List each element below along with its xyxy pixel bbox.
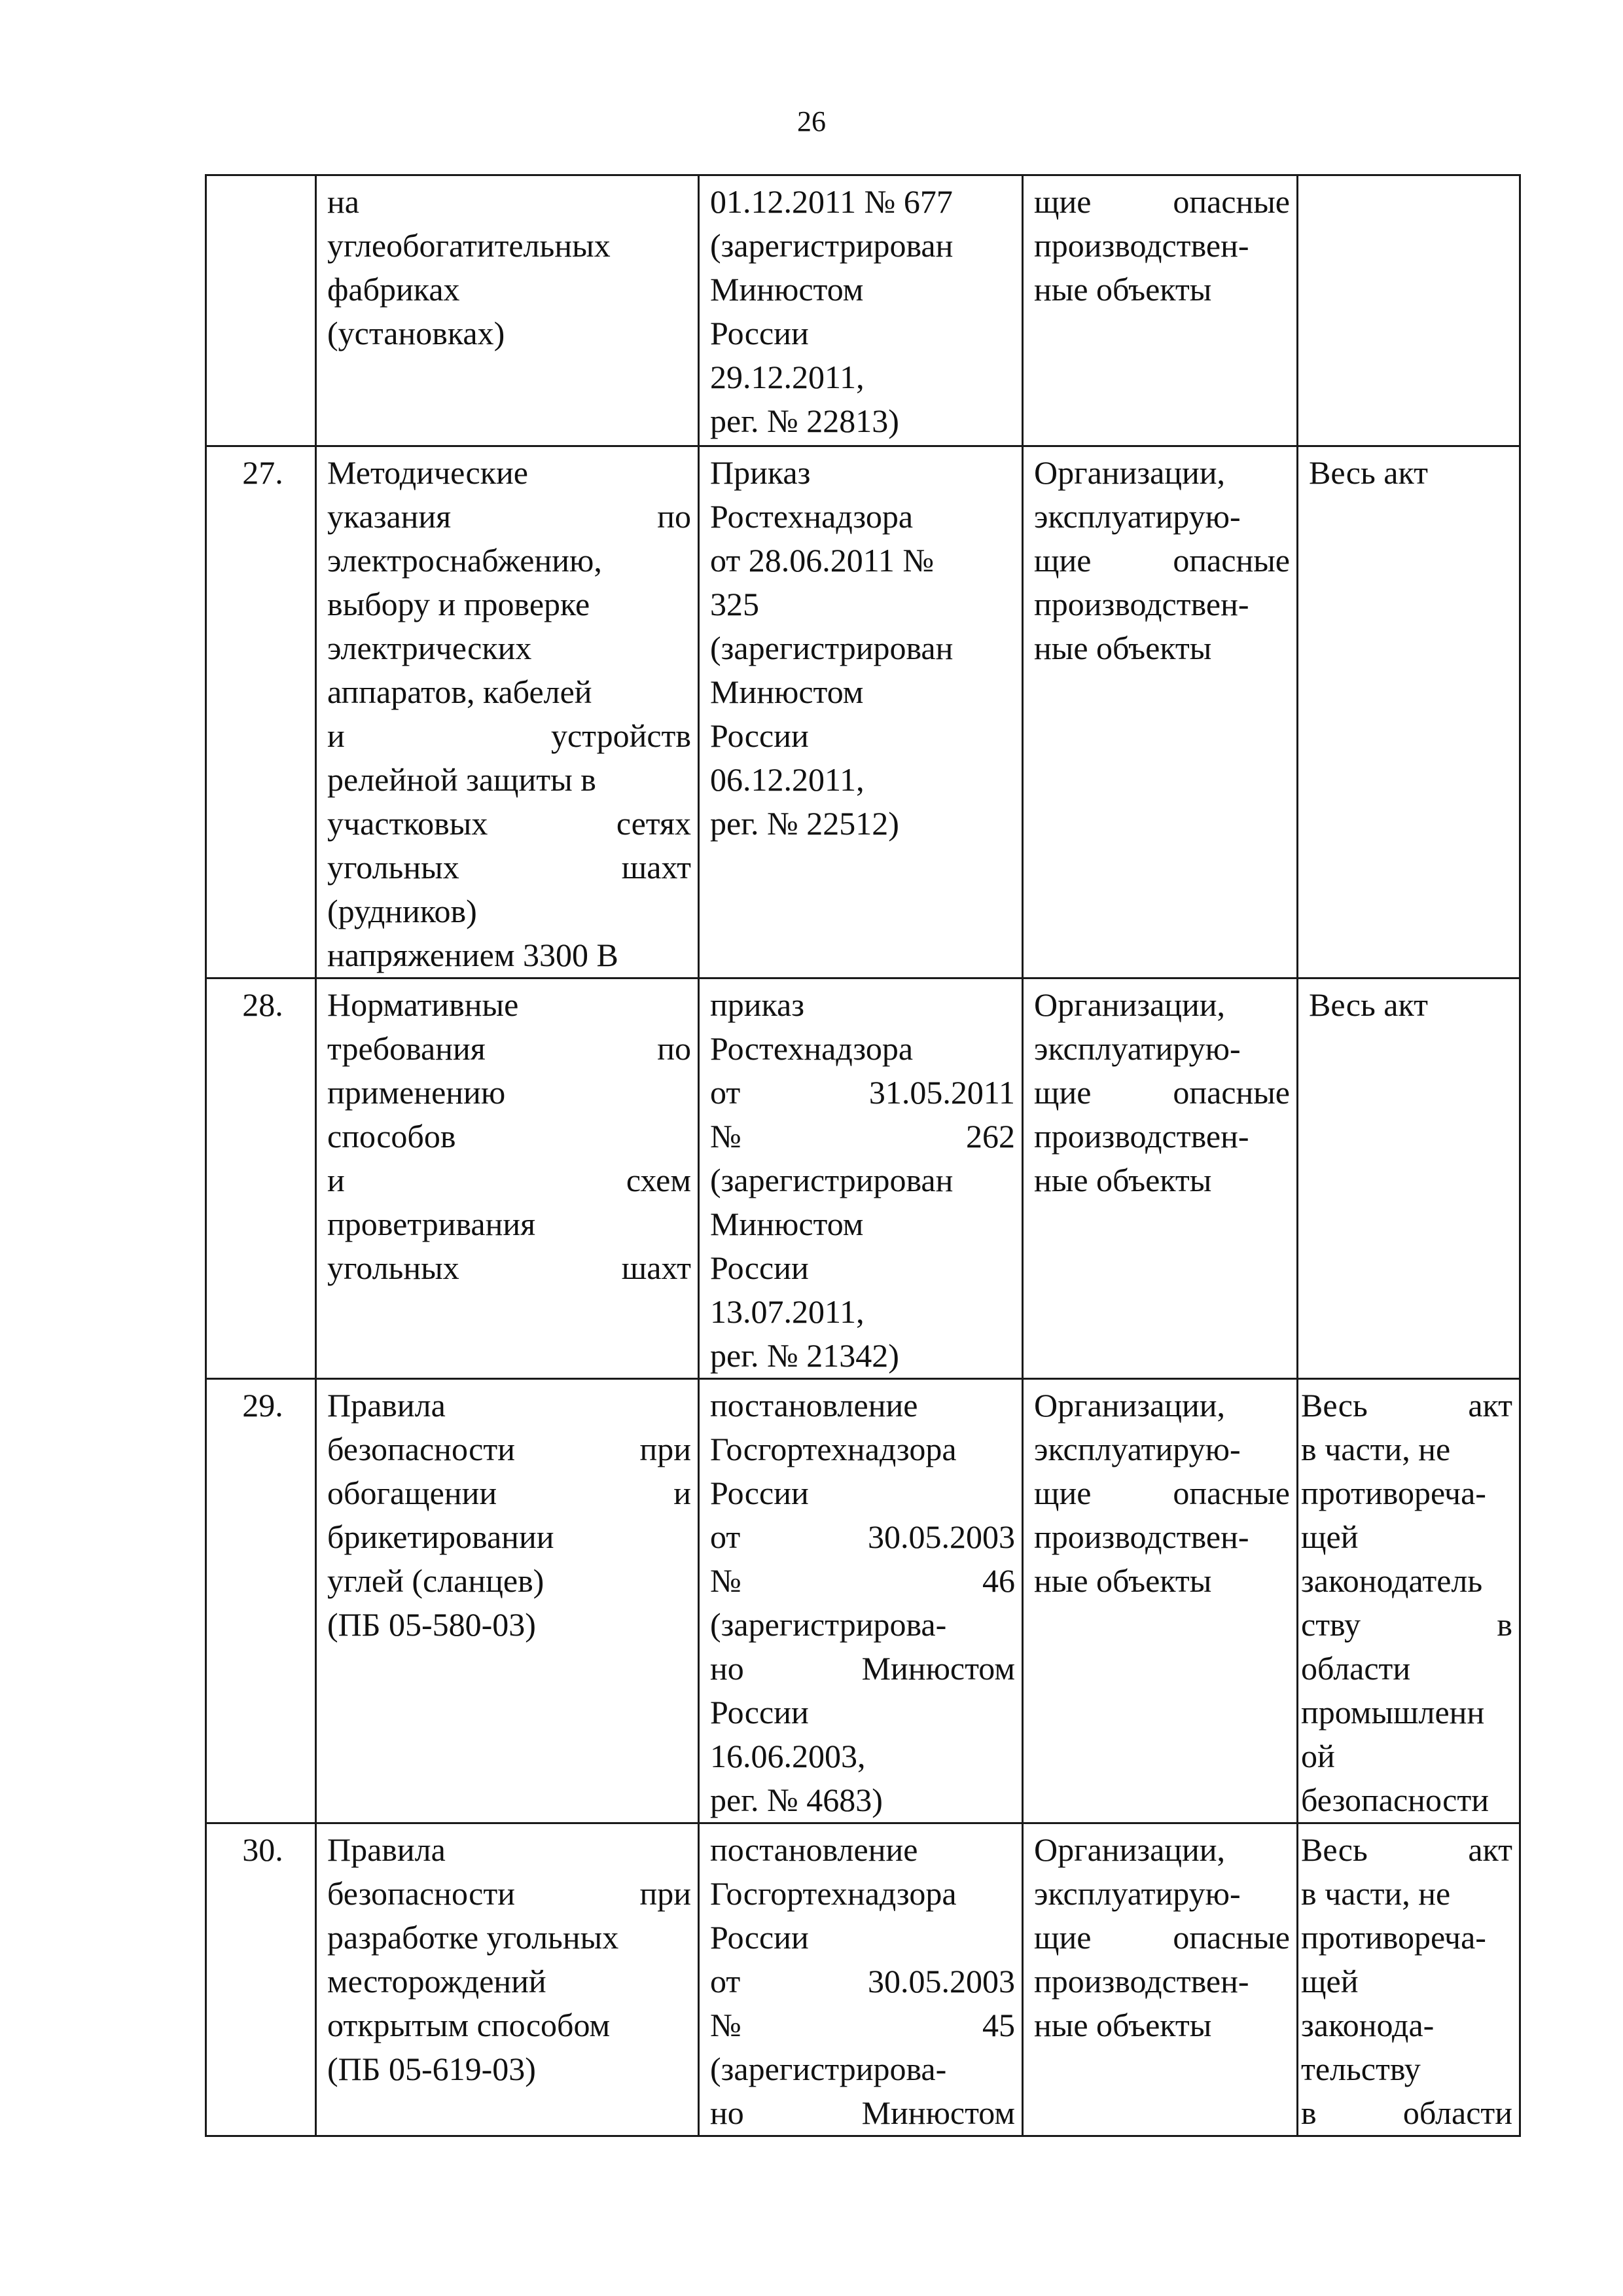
row-number-cell — [206, 175, 316, 446]
cell-line: 13.07.2011, — [710, 1293, 865, 1330]
cell-line: 16.06.2003, — [710, 1738, 866, 1774]
cell-line: требования по — [327, 1030, 691, 1067]
cell-line: щие опасные — [1034, 542, 1290, 579]
cell-line: месторождений — [327, 1963, 546, 2000]
row-number-cell — [206, 978, 316, 1379]
cell-line: безопасности — [1301, 1782, 1489, 1818]
approval-document-cell — [699, 978, 1023, 1379]
cell-line: от 30.05.2003 — [710, 1963, 1015, 2000]
row-number: 29. — [242, 1387, 283, 1424]
scope-cell — [1298, 1823, 1520, 2136]
approval-document-cell — [699, 1823, 1023, 2136]
cell-line: Приказ — [710, 454, 811, 491]
cell-line: от 28.06.2011 № — [710, 542, 935, 579]
row-number-cell — [206, 446, 316, 978]
cell-line: Правила — [327, 1831, 446, 1868]
scope-cell — [1298, 446, 1520, 978]
cell-line: № 45 — [710, 2007, 1015, 2043]
cell-line: способов — [327, 1118, 456, 1155]
scope-cell — [1298, 1379, 1520, 1823]
applicable-organizations-cell — [1023, 175, 1298, 446]
cell-line: производствен- — [1034, 1118, 1249, 1155]
cell-line: 06.12.2011, — [710, 761, 865, 798]
table-row — [206, 978, 1520, 1379]
cell-line: углей (сланцев) — [327, 1562, 544, 1599]
cell-line: 29.12.2011, — [710, 359, 865, 395]
cell-line: эксплуатирую- — [1034, 1875, 1241, 1912]
cell-line: (зарегистрирован — [710, 227, 954, 264]
table-row — [206, 175, 1520, 446]
cell-line: (ПБ 05-580-03) — [327, 1606, 536, 1643]
scope-cell — [1298, 978, 1520, 1379]
page-number: 26 — [797, 105, 826, 137]
cell-line: безопасности при — [327, 1875, 691, 1912]
row-number: 27. — [242, 454, 283, 491]
table-body — [206, 175, 1520, 2136]
table-row — [206, 1379, 1520, 1823]
applicable-organizations-cell — [1023, 1823, 1298, 2136]
row-number: 30. — [242, 1831, 283, 1868]
cell-line: эксплуатирую- — [1034, 1030, 1241, 1067]
cell-line: (зарегистрирован — [710, 1162, 954, 1198]
document-name-cell — [316, 978, 699, 1379]
cell-line: участковых сетях — [327, 805, 691, 842]
cell-line: напряжением 3300 В — [327, 937, 618, 973]
scope-cell — [1298, 175, 1520, 446]
cell-line: Минюстом — [710, 673, 864, 710]
row-number: 28. — [242, 986, 283, 1023]
cell-line: производствен- — [1034, 1518, 1249, 1555]
cell-line: и устройств — [327, 717, 691, 754]
cell-line: законодатель — [1301, 1562, 1483, 1599]
cell-line: (ПБ 05-619-03) — [327, 2051, 536, 2087]
cell-line: Организации, — [1034, 1387, 1226, 1424]
cell-line: от 31.05.2011 — [710, 1074, 1015, 1111]
cell-line: щие опасные — [1034, 183, 1290, 220]
cell-line: № 46 — [710, 1562, 1015, 1599]
cell-line: Организации, — [1034, 1831, 1226, 1868]
cell-line: рег. № 21342) — [710, 1337, 899, 1374]
cell-line: электроснабжению, — [327, 542, 602, 579]
cell-line: Минюстом — [710, 1206, 864, 1242]
document-name-cell — [316, 175, 699, 446]
applicable-organizations-cell — [1023, 978, 1298, 1379]
cell-line: России — [710, 1475, 809, 1511]
cell-line: (зарегистрирован — [710, 630, 954, 666]
table-row — [206, 1823, 1520, 2136]
cell-line: Госгортехнадзора — [710, 1875, 957, 1912]
cell-line: рег. № 4683) — [710, 1782, 883, 1818]
cell-line: рег. № 22512) — [710, 805, 899, 842]
cell-line: выбору и проверке — [327, 586, 590, 622]
cell-line: производствен- — [1034, 1963, 1249, 2000]
cell-line: России — [710, 315, 809, 351]
cell-line: промышленн — [1301, 1694, 1485, 1731]
cell-line: применению — [327, 1074, 506, 1111]
approval-document-cell — [699, 175, 1023, 446]
cell-line: электрических — [327, 630, 532, 666]
cell-line: ные объекты — [1034, 1562, 1212, 1599]
cell-line: рег. № 22813) — [710, 403, 899, 439]
cell-line: России — [710, 1919, 809, 1956]
cell-line: области — [1301, 1650, 1411, 1687]
cell-line: и схем — [327, 1162, 691, 1198]
cell-line: Организации, — [1034, 986, 1226, 1023]
cell-line: тельству — [1301, 2051, 1421, 2087]
cell-line: Организации, — [1034, 454, 1226, 491]
cell-line: Весь акт — [1309, 454, 1428, 491]
cell-line: от 30.05.2003 — [710, 1518, 1015, 1555]
table-row — [206, 446, 1520, 978]
cell-line: ные объекты — [1034, 271, 1212, 308]
cell-line: Весь акт — [1301, 1387, 1512, 1424]
cell-line: щие опасные — [1034, 1475, 1290, 1511]
cell-line: разработке угольных — [327, 1919, 619, 1956]
cell-line: щей — [1301, 1518, 1359, 1555]
cell-line: угольных шахт — [327, 1249, 691, 1286]
cell-line: Ростехнадзора — [710, 498, 914, 535]
cell-line: ой — [1301, 1738, 1335, 1774]
cell-line: обогащении и — [327, 1475, 691, 1511]
cell-line: эксплуатирую- — [1034, 498, 1241, 535]
cell-line: в части, не — [1301, 1875, 1451, 1912]
cell-line: производствен- — [1034, 227, 1249, 264]
cell-line: постановление — [710, 1831, 918, 1868]
row-number-cell — [206, 1823, 316, 2136]
cell-line: ству в — [1301, 1606, 1512, 1643]
cell-line: России — [710, 1694, 809, 1731]
cell-line: на — [327, 183, 359, 220]
cell-line: (установках) — [327, 315, 505, 351]
cell-line: проветривания — [327, 1206, 536, 1242]
cell-line: в части, не — [1301, 1431, 1451, 1467]
cell-line: брикетировании — [327, 1518, 554, 1555]
document-name-cell — [316, 1823, 699, 2136]
cell-line: России — [710, 1249, 809, 1286]
cell-line: (зарегистрирова- — [710, 2051, 947, 2087]
cell-line: ные объекты — [1034, 630, 1212, 666]
cell-line: угольных шахт — [327, 849, 691, 886]
cell-line: № 262 — [710, 1118, 1015, 1155]
cell-line: в области — [1301, 2094, 1512, 2131]
cell-line: постановление — [710, 1387, 918, 1424]
cell-line: но Минюстом — [710, 1650, 1015, 1687]
cell-line: открытым способом — [327, 2007, 611, 2043]
cell-line: релейной защиты в — [327, 761, 596, 798]
cell-line: щей — [1301, 1963, 1359, 2000]
approval-document-cell — [699, 1379, 1023, 1823]
row-number-cell — [206, 1379, 316, 1823]
applicable-organizations-cell — [1023, 1379, 1298, 1823]
cell-line: щие опасные — [1034, 1074, 1290, 1111]
cell-line: углеобогатительных — [327, 227, 611, 264]
regulations-table — [205, 174, 1521, 2137]
cell-line: Правила — [327, 1387, 446, 1424]
cell-line: Весь акт — [1301, 1831, 1512, 1868]
applicable-organizations-cell — [1023, 446, 1298, 978]
cell-line: России — [710, 717, 809, 754]
cell-line: 01.12.2011 № 677 — [710, 183, 953, 220]
cell-line: (рудников) — [327, 893, 477, 929]
cell-line: законода- — [1301, 2007, 1435, 2043]
approval-document-cell — [699, 446, 1023, 978]
cell-line: аппаратов, кабелей — [327, 673, 592, 710]
cell-line: производствен- — [1034, 586, 1249, 622]
cell-line: фабриках — [327, 271, 460, 308]
cell-line: 325 — [710, 586, 759, 622]
cell-line: ные объекты — [1034, 2007, 1212, 2043]
cell-line: ные объекты — [1034, 1162, 1212, 1198]
cell-line: но Минюстом — [710, 2094, 1015, 2131]
cell-line: указания по — [327, 498, 691, 535]
cell-line: Методические — [327, 454, 528, 491]
cell-line: щие опасные — [1034, 1919, 1290, 1956]
cell-line: Ростехнадзора — [710, 1030, 914, 1067]
cell-line: Нормативные — [327, 986, 519, 1023]
cell-line: Весь акт — [1309, 986, 1428, 1023]
cell-line: противореча- — [1301, 1475, 1486, 1511]
cell-line: противореча- — [1301, 1919, 1486, 1956]
document-name-cell — [316, 1379, 699, 1823]
cell-line: эксплуатирую- — [1034, 1431, 1241, 1467]
cell-line: приказ — [710, 986, 804, 1023]
document-name-cell — [316, 446, 699, 978]
cell-line: Минюстом — [710, 271, 864, 308]
cell-line: Госгортехнадзора — [710, 1431, 957, 1467]
cell-line: (зарегистрирова- — [710, 1606, 947, 1643]
cell-line: безопасности при — [327, 1431, 691, 1467]
